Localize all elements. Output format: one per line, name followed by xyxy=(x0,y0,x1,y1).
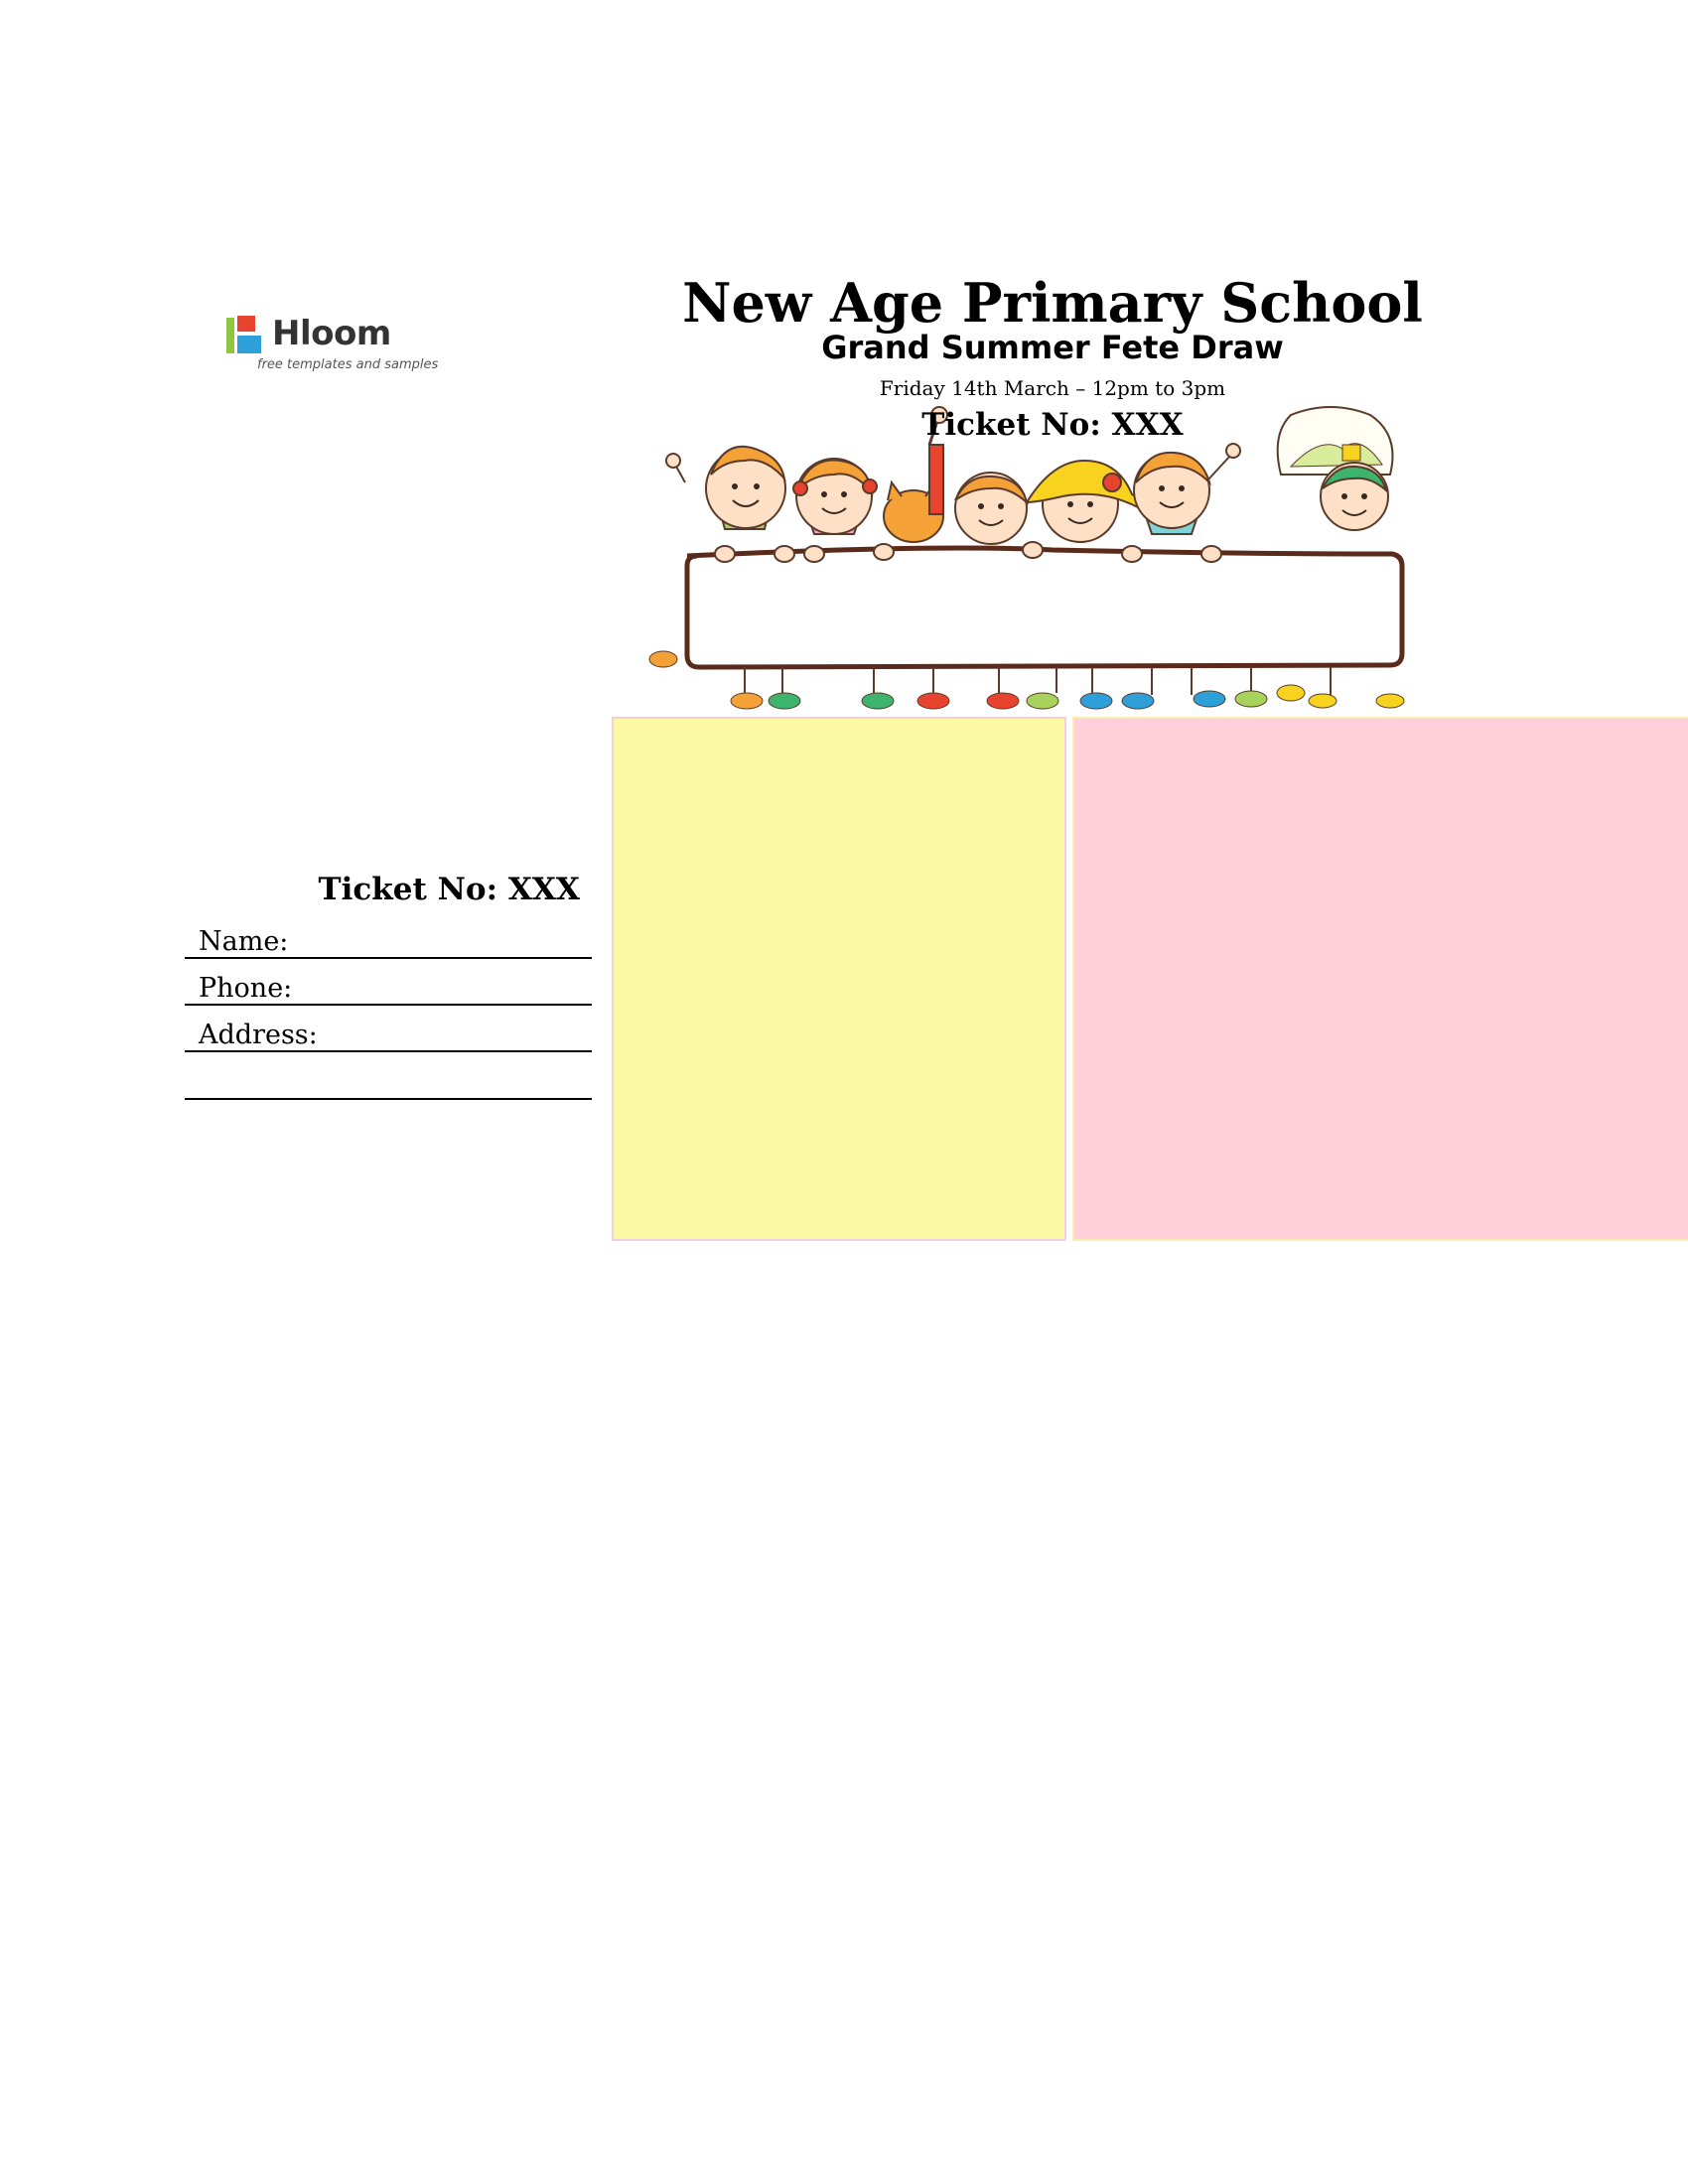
address-label: Address: xyxy=(199,1020,318,1050)
pink-panel xyxy=(1072,717,1688,1241)
address-field[interactable] xyxy=(185,1006,592,1052)
address-continuation-field[interactable] xyxy=(185,1053,592,1100)
hloom-logo-mark-icon xyxy=(224,314,268,357)
yellow-panel xyxy=(612,717,1066,1241)
name-label: Name: xyxy=(199,926,289,957)
stub-ticket-number: Ticket No: XXX xyxy=(318,872,580,907)
cartoon-kids-holding-sign-icon xyxy=(635,405,1440,713)
hloom-logo xyxy=(224,310,439,375)
ticket-number: Ticket No: XXX xyxy=(921,407,1184,443)
name-field[interactable] xyxy=(185,912,592,959)
logo-brand: Hloom xyxy=(272,314,391,353)
phone-label: Phone: xyxy=(199,973,293,1004)
logo-tagline: free templates and samples xyxy=(257,357,439,372)
event-date-time: Friday 14th March – 12pm to 3pm xyxy=(879,376,1226,400)
school-name: New Age Primary School xyxy=(682,271,1423,335)
phone-field[interactable] xyxy=(185,959,592,1006)
event-title: Grand Summer Fete Draw xyxy=(821,329,1284,366)
